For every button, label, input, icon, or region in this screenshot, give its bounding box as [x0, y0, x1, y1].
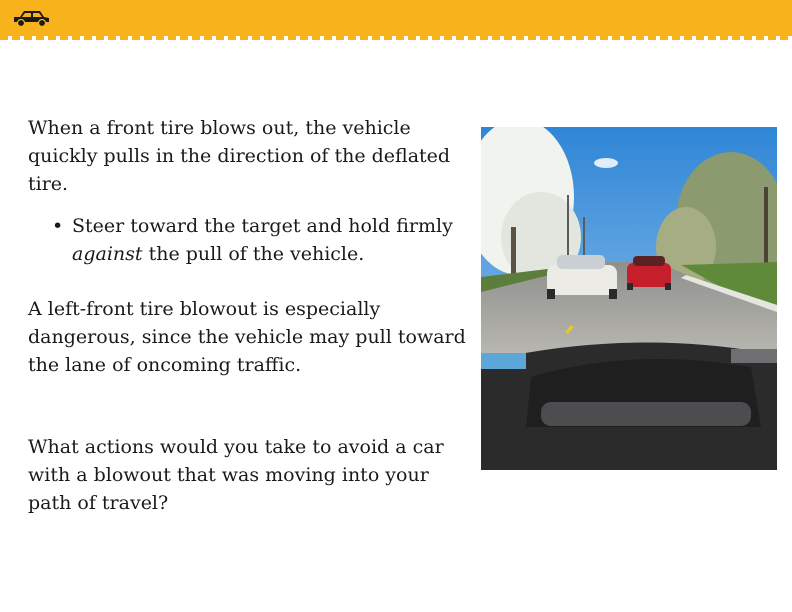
paragraph-left-front-blowout: A left-front tire blowout is especially dangerous, since the vehicle may pull toward the lane of oncoming traffic.: [28, 298, 466, 376]
car-icon: [10, 8, 52, 28]
bullet-text-after: the pull of the vehicle.: [142, 243, 365, 265]
bullet-text-before: Steer toward the target and hold firmly: [72, 215, 453, 237]
bullet-emphasis: against: [72, 243, 143, 265]
bullet-marker: •: [52, 215, 64, 237]
bullet-item: [52, 212, 462, 268]
discussion-question: What actions would you take to avoid a car with a blowout that was moving into your path of travel?: [28, 436, 444, 514]
header-divider: [0, 36, 792, 40]
road-scene-photo: [481, 127, 777, 470]
header-banner: [0, 0, 792, 36]
bullet-text: [72, 212, 462, 268]
paragraph-blowout-intro: When a front tire blows out, the vehicle quickly pulls in the direction of the deflated tire.: [28, 117, 451, 195]
